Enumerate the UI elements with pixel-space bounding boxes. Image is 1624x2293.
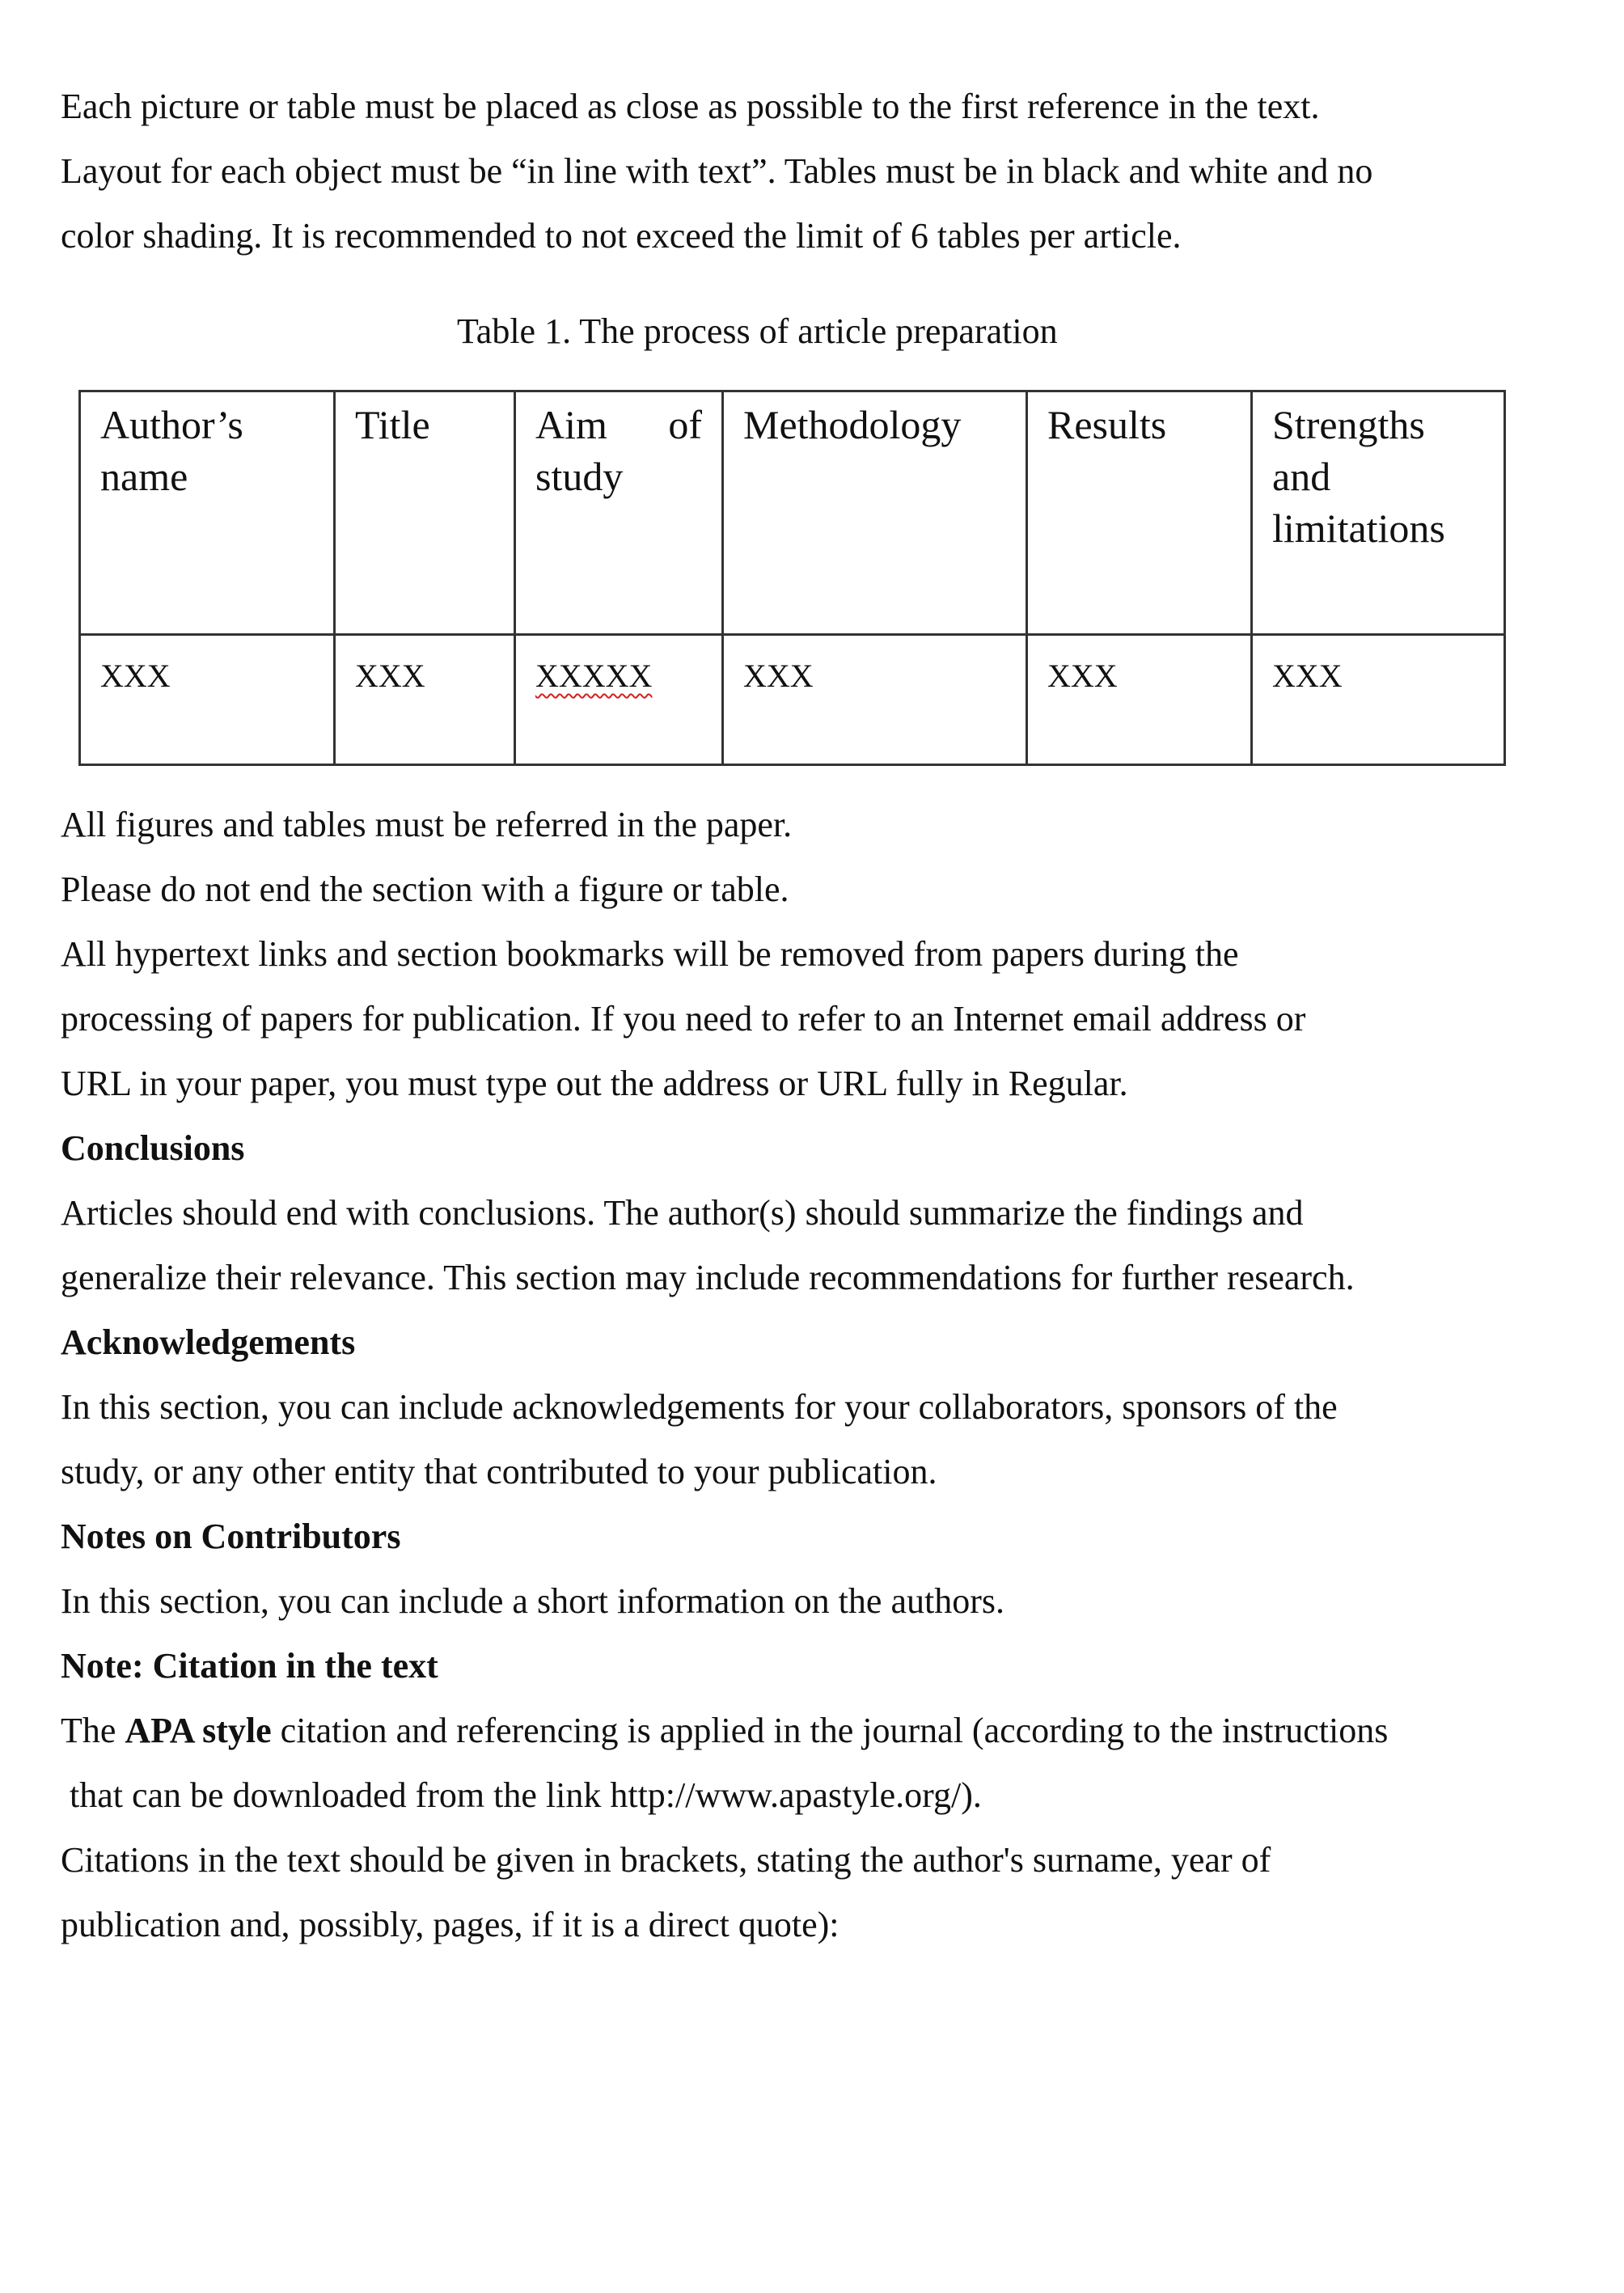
- table-cell: [515, 635, 723, 765]
- table-caption: Table 1. The process of article preparation: [457, 311, 1058, 351]
- table-row: [80, 635, 1505, 765]
- apa-style-term: APA style: [125, 1711, 272, 1750]
- citation-line-1: The APA style citation and referencing is applied in the journal (according to the instructions: [61, 1711, 1389, 1750]
- table-cell: XXX: [1027, 635, 1252, 765]
- table-header-row: [80, 391, 1505, 635]
- after-table-line-5: URL in your paper, you must type out the address or URL fully in Regular.: [61, 1064, 1128, 1103]
- citation-line-4: publication and, possibly, pages, if it is a direct quote):: [61, 1905, 839, 1944]
- after-table-line-2: Please do not end the section with a figure or table.: [61, 869, 789, 909]
- header-results: Results: [1027, 391, 1252, 635]
- header-methodology: Methodology: [723, 391, 1027, 635]
- intro-line-3: color shading. It is recommended to not exceed the limit of 6 tables per article.: [61, 216, 1182, 256]
- conclusions-line-1: Articles should end with conclusions. The author(s) should summarize the findings and: [61, 1193, 1304, 1233]
- contributors-heading: Notes on Contributors: [61, 1517, 401, 1556]
- spellcheck-marked-text: XXXXX: [535, 658, 653, 694]
- article-preparation-table: [78, 390, 1506, 766]
- intro-line-1: Each picture or table must be placed as close as possible to the first reference in the text.: [61, 87, 1320, 126]
- acknowledgements-line-1: In this section, you can include acknowledgements for your collaborators, sponsors of the: [61, 1387, 1338, 1427]
- header-strengths: Strengths and limitations: [1252, 391, 1505, 635]
- acknowledgements-line-2: study, or any other entity that contributed to your publication.: [61, 1452, 937, 1491]
- intro-paragraph: [61, 74, 1372, 269]
- header-title: Title: [335, 391, 515, 635]
- after-table-line-1: All figures and tables must be referred in the paper.: [61, 805, 793, 844]
- contributors-line-1: In this section, you can include a short information on the authors.: [61, 1581, 1004, 1621]
- table-cell: XXX: [335, 635, 515, 765]
- table-cell: XXX: [80, 635, 335, 765]
- header-aim: Aim of study: [515, 391, 723, 635]
- header-author: Author’s name: [80, 391, 335, 635]
- citation-heading: Note: Citation in the text: [61, 1646, 438, 1686]
- body-text: [61, 793, 1388, 1957]
- acknowledgements-heading: Acknowledgements: [61, 1322, 356, 1362]
- conclusions-line-2: generalize their relevance. This section may include recommendations for further research.: [61, 1258, 1355, 1297]
- citation-line-3: Citations in the text should be given in brackets, stating the author's surname, year of: [61, 1840, 1271, 1880]
- intro-line-2: Layout for each object must be “in line with text”. Tables must be in black and white and no: [61, 151, 1373, 191]
- after-table-line-4: processing of papers for publication. If you need to refer to an Internet email address or: [61, 999, 1306, 1039]
- table-cell: XXX: [723, 635, 1027, 765]
- conclusions-heading: Conclusions: [61, 1128, 245, 1168]
- citation-line-2: that can be downloaded from the link http://www.apastyle.org/).: [61, 1775, 982, 1815]
- after-table-line-3: All hypertext links and section bookmarks will be removed from papers during the: [61, 934, 1239, 974]
- table-cell: XXX: [1252, 635, 1505, 765]
